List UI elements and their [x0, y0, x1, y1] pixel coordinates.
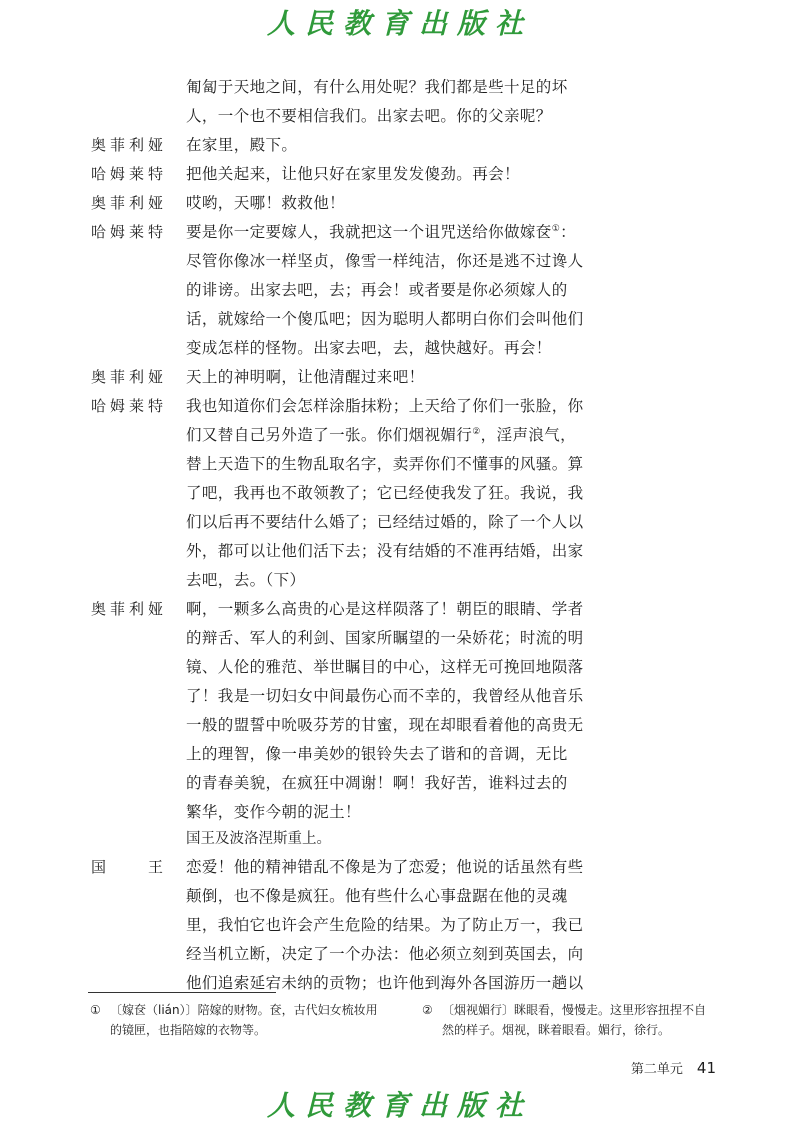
line-text: 要是你一定要嫁人，我就把这一个诅咒送给你做嫁奁	[186, 223, 552, 241]
dialogue-line: 变成怎样的怪物。出家去吧，去，越快越好。再会！	[186, 339, 552, 357]
publisher-footer: 人民教育出版社	[266, 1089, 533, 1122]
dialogue-line	[186, 221, 606, 243]
footnote-text: 〔嫁奁（lián）〕陪嫁的财物。奁，古代妇女梳妆用	[110, 1003, 378, 1017]
dialogue-line: 里，我怕它也许会产生危险的结果。为了防止万一，我已	[186, 916, 584, 934]
dialogue-line: 外，都可以让他们活下去；没有结婚的不准再结婚，出家	[186, 542, 584, 560]
dialogue-line: 把他关起来，让他只好在家里发发傻劲。再会！	[186, 165, 520, 183]
speaker-ophelia: 奥菲利娅	[91, 368, 168, 386]
speaker-ophelia: 奥菲利娅	[91, 194, 168, 212]
dialogue-line: 的辩舌、军人的利剑、国家所瞩望的一朵娇花；时流的明	[186, 629, 584, 647]
publisher-header: 人民教育出版社	[266, 7, 533, 40]
dialogue-line: 了！我是一切妇女中间最伤心而不幸的，我曾经从他音乐	[186, 687, 584, 705]
dialogue-line: 他们追索延宕未纳的贡物；也许他到海外各国游历一趟以	[186, 972, 606, 996]
dialogue-line: 的青春美貌，在疯狂中凋谢！啊！我好苦，谁料过去的	[186, 774, 568, 792]
dialogue-line: 繁华，变作今朝的泥土！	[186, 803, 361, 821]
dialogue-line: 上的理智，像一串美妙的银铃失去了谐和的音调，无比	[186, 745, 568, 763]
footnote-1	[90, 1000, 378, 1040]
footnote-text: 然的样子。烟视，眯着眼看。媚行，徐行。	[442, 1023, 671, 1037]
stage-direction: 国王及波洛涅斯重上。	[186, 831, 331, 847]
dialogue-line: 替上天造下的生物乱取名字，卖弄你们不懂事的风骚。算	[186, 455, 584, 473]
dialogue-line: 匍匐于天地之间，有什么用处呢？我们都是些十足的坏	[186, 78, 568, 96]
speaker-hamlet: 哈姆莱特	[91, 223, 168, 241]
line-text: ：	[560, 223, 577, 241]
dialogue-line: 了吧，我再也不敢领教了；它已经使我发了狂。我说，我	[186, 484, 584, 502]
footnote-mark: ②	[422, 1003, 433, 1017]
speaker-ophelia: 奥菲利娅	[91, 600, 168, 618]
dialogue-line: 天上的神明啊，让他清醒过来吧！	[186, 368, 425, 386]
unit-label: 第二单元	[630, 1062, 683, 1077]
speaker-king: 国王	[91, 858, 206, 876]
dialogue-line: 镜、人伦的雅范、举世瞩目的中心，这样无可挽回地陨落	[186, 658, 584, 676]
dialogue-line: 我也知道你们会怎样涂脂抹粉；上天给了你们一张脸，你	[186, 397, 584, 415]
dialogue-line: 恋爱！他的精神错乱不像是为了恋爱；他说的话虽然有些	[186, 858, 584, 876]
dialogue-line: 们以后再不要结什么婚了；已经结过婚的，除了一个人以	[186, 513, 584, 531]
page-number: 41	[696, 1059, 716, 1077]
dialogue-line: 经当机立断，决定了一个办法：他必须立刻到英国去，向	[186, 945, 584, 963]
footnote-text: 的镜匣，也指陪嫁的衣物等。	[110, 1023, 267, 1037]
line-text: ，淫声浪气，	[480, 426, 577, 444]
dialogue-line: 话，就嫁给一个傻瓜吧；因为聪明人都明白你们会叫他们	[186, 310, 584, 328]
page-folio	[631, 1058, 716, 1077]
footnote-ref-1[interactable]: ①	[551, 223, 561, 234]
speaker-hamlet: 哈姆莱特	[91, 165, 168, 183]
speaker-ophelia: 奥菲利娅	[91, 136, 168, 154]
dialogue-line: 哎哟，天哪！救救他！	[186, 194, 346, 212]
dialogue-line: 啊，一颗多么高贵的心是这样陨落了！朝臣的眼睛、学者	[186, 600, 584, 618]
footnote-mark: ①	[90, 1003, 101, 1017]
footnote-rule	[88, 992, 276, 993]
footnote-text: 〔烟视媚行〕眯眼看，慢慢走。这里形容扭捏不自	[442, 1003, 707, 1017]
dialogue-line: 在家里，殿下。	[186, 136, 298, 154]
dialogue-line: 人，一个也不要相信我们。出家去吧。你的父亲呢？	[186, 107, 552, 125]
dialogue-line	[186, 424, 606, 446]
dialogue-line: 尽管你像冰一样坚贞，像雪一样纯洁，你还是逃不过谗人	[186, 252, 584, 270]
line-text: 们又替自己另外造了一张。你们烟视媚行	[186, 426, 473, 444]
dialogue-line: 的诽谤。出家去吧，去；再会！或者要是你必须嫁人的	[186, 281, 568, 299]
speaker-hamlet: 哈姆莱特	[91, 397, 168, 415]
dialogue-line: 颠倒，也不像是疯狂。他有些什么心事盘踞在他的灵魂	[186, 887, 568, 905]
dialogue-line: 去吧，去。（下）	[186, 571, 306, 589]
footnote-2	[422, 1000, 706, 1040]
dialogue-line: 一般的盟誓中吮吸芬芳的甘蜜，现在却眼看着他的高贵无	[186, 716, 584, 734]
footnote-ref-2[interactable]: ②	[472, 426, 481, 437]
